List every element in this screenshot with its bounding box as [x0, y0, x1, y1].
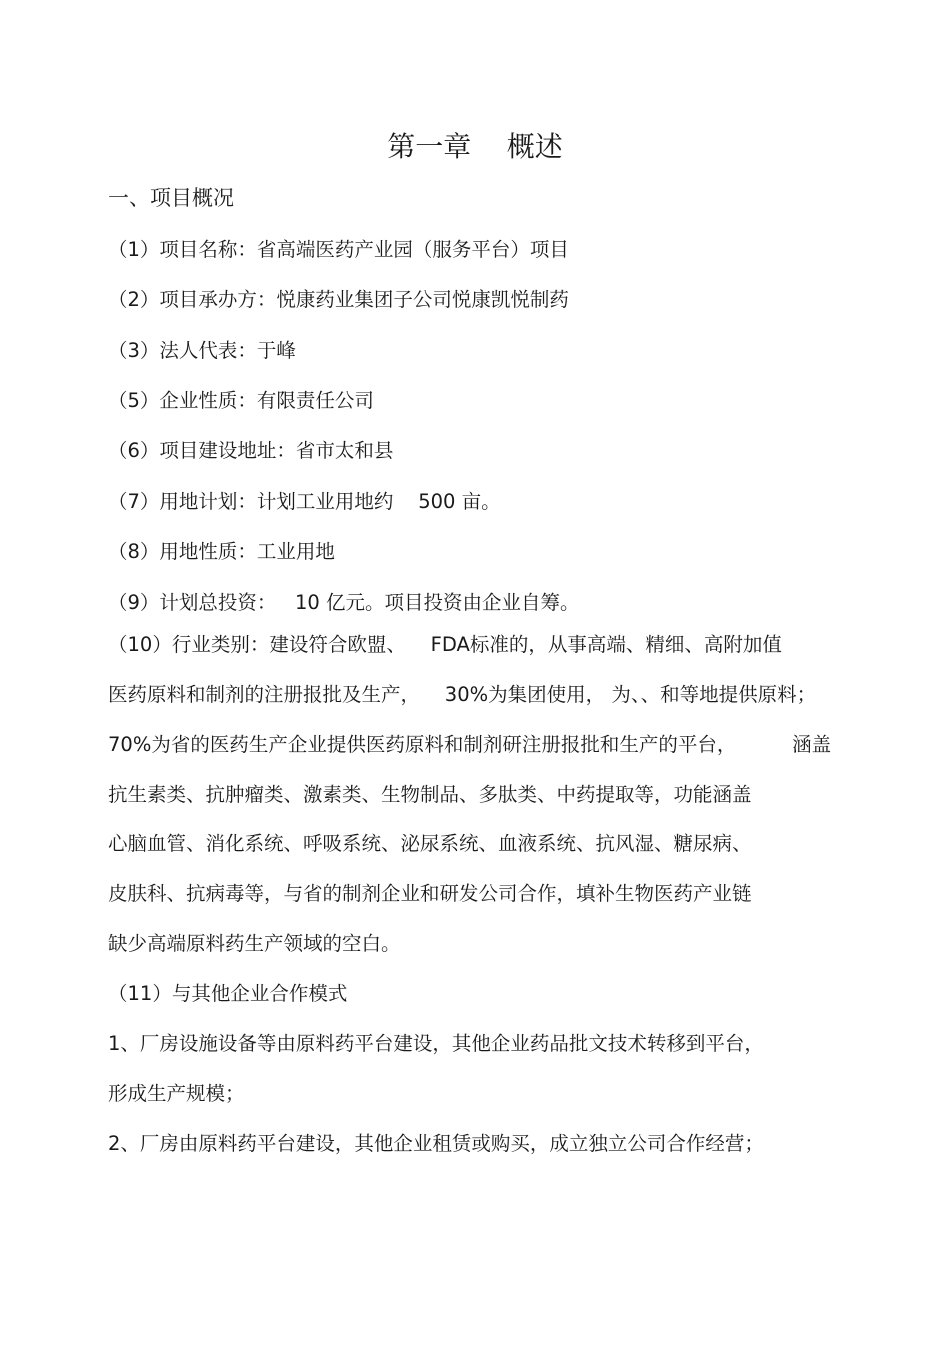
list-item: （1）项目名称：省高端医药产业园（服务平台）项目	[108, 238, 569, 261]
page-title: 第一章 概述	[387, 130, 563, 163]
paragraph-line: 2、厂房由原料药平台建设，其他企业租赁或购买，成立独立公司合作经营；	[108, 1132, 764, 1155]
list-item: （5）企业性质：有限责任公司	[108, 389, 374, 412]
paragraph-line: 抗生素类、抗肿瘤类、激素类、生物制品、多肽类、中药提取等，功能涵盖	[108, 783, 752, 806]
paragraph-line: 70%为省的医药生产企业提供医药原料和制剂研注册报批和生产的平台， 涵盖	[108, 733, 832, 756]
paragraph-line: 形成生产规模；	[108, 1082, 245, 1105]
paragraph-line: 医药原料和制剂的注册报批及生产， 30%为集团使用， 为、、和等地提供原料；	[108, 683, 817, 706]
list-item: （3）法人代表：于峰	[108, 339, 296, 362]
paragraph-line: 皮肤科、抗病毒等，与省的制剂企业和研发公司合作，填补生物医药产业链	[108, 882, 752, 905]
paragraph-line: 1、厂房设施设备等由原料药平台建设，其他企业药品批文技术转移到平台，	[108, 1032, 764, 1055]
list-item: （7）用地计划：计划工业用地约 500 亩。	[108, 490, 501, 513]
list-item: （2）项目承办方：悦康药业集团子公司悦康凯悦制药	[108, 288, 569, 311]
list-item: （6）项目建设地址：省市太和县	[108, 439, 394, 462]
section-heading: 一、项目概况	[108, 186, 234, 210]
paragraph-line: （10）行业类别：建设符合欧盟、 FDA标准的，从事高端、精细、高附加值	[108, 633, 782, 656]
list-item: （8）用地性质：工业用地	[108, 540, 335, 563]
list-item: （11）与其他企业合作模式	[108, 982, 348, 1005]
paragraph-line: 心脑血管、消化系统、呼吸系统、泌尿系统、血液系统、抗风湿、糖尿病、	[108, 832, 752, 855]
paragraph-line: 缺少高端原料药生产领域的空白。	[108, 932, 401, 955]
list-item: （9）计划总投资： 10 亿元。项目投资由企业自筹。	[108, 591, 580, 614]
